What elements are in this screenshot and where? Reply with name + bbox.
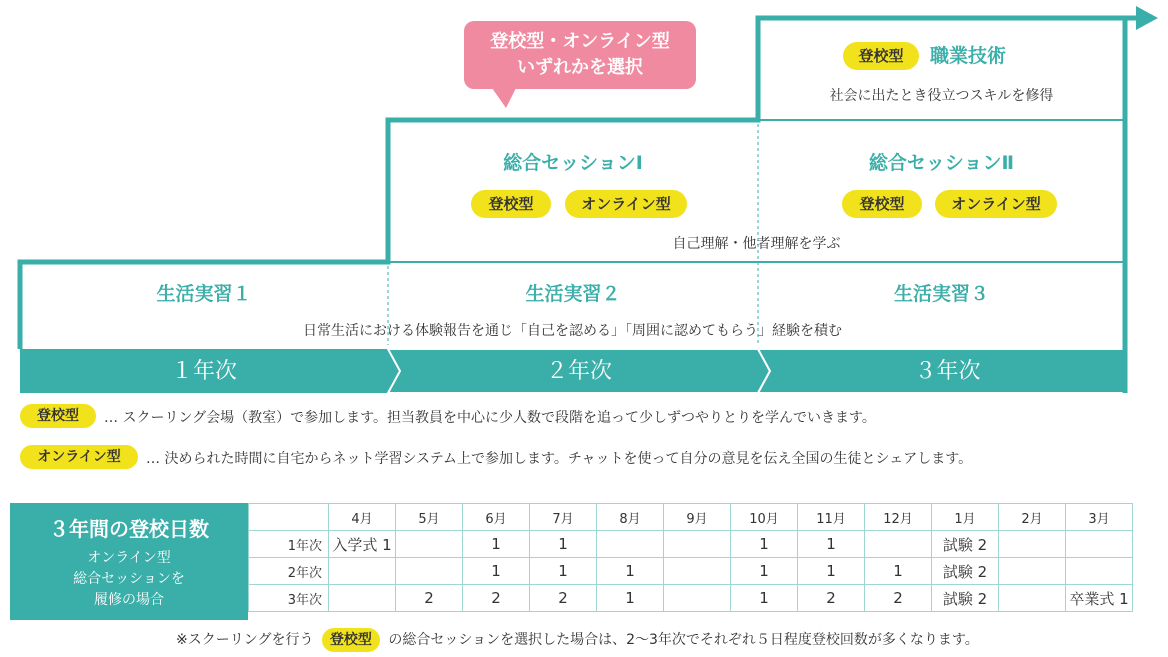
month-12: 12月: [865, 504, 932, 531]
footnote-badge: 登校型: [322, 628, 380, 652]
table-cell: 1: [463, 531, 530, 558]
month-5: 5月: [396, 504, 463, 531]
month-9: 9月: [664, 504, 731, 531]
table-cell: 1: [731, 558, 798, 585]
table-cell: [1066, 558, 1133, 585]
month-4: 4月: [329, 504, 396, 531]
legend-badge-online: オンライン型: [20, 445, 138, 469]
session2-badge-school: 登校型: [842, 190, 922, 218]
session2-title: 総合セッションⅡ: [868, 152, 1015, 174]
table-cell: [664, 585, 731, 612]
legend-text-school: … スクーリング会場（教室）で参加します。担当教員を中心に少人数で段階を追って少しずつやりとりを学んでいきます。: [104, 410, 876, 426]
practice2-title: 生活実習２: [525, 283, 621, 305]
month-8: 8月: [597, 504, 664, 531]
table-cell: [664, 531, 731, 558]
session2-badge-online: オンライン型: [935, 190, 1057, 218]
schedule-subtitle-1: オンライン型: [87, 550, 171, 566]
footnote: [176, 628, 979, 652]
table-cell: 2: [463, 585, 530, 612]
table-cell: [396, 558, 463, 585]
schedule-header: [10, 503, 248, 620]
session1-title: 総合セッションⅠ: [503, 152, 643, 174]
table-cell: [1066, 531, 1133, 558]
table-cell: 入学式 1: [329, 531, 396, 558]
arrow-head: [1136, 6, 1158, 30]
schedule-month-row: [249, 504, 1133, 531]
table-cell: [999, 531, 1066, 558]
table-cell: 2: [865, 585, 932, 612]
row-label-year2: 2年次: [249, 558, 329, 585]
top-course-title: 職業技術: [930, 45, 1007, 67]
session-desc: 自己理解・他者理解を学ぶ: [672, 236, 841, 252]
table-cell: 2: [396, 585, 463, 612]
bubble-text: [464, 29, 696, 81]
table-cell: [396, 531, 463, 558]
month-3: 3月: [1066, 504, 1133, 531]
year-label-1: １年次: [170, 359, 237, 384]
table-cell: 卒業式 1: [1066, 585, 1133, 612]
table-cell: 1: [530, 531, 597, 558]
top-course-badge: 登校型: [843, 42, 919, 70]
table-cell: 1: [597, 585, 664, 612]
table-cell: 1: [731, 531, 798, 558]
footnote-post: の総合セッションを選択した場合は、2〜3年次でそれぞれ５日程度登校回数が多くなります。: [388, 632, 979, 648]
table-cell: 試験 2: [932, 531, 999, 558]
month-2: 2月: [999, 504, 1066, 531]
table-cell: 1: [798, 558, 865, 585]
month-6: 6月: [463, 504, 530, 531]
year-label-3: ３年次: [914, 359, 981, 384]
top-course-desc: 社会に出たとき役立つスキルを修得: [829, 88, 1054, 104]
bubble-line2: いずれかを選択: [517, 57, 643, 78]
table-cell: 1: [798, 531, 865, 558]
table-row: [249, 585, 1133, 612]
table-cell: 1: [530, 558, 597, 585]
row-label-year3: 3年次: [249, 585, 329, 612]
bubble-line1: 登校型・オンライン型: [490, 31, 670, 52]
legend-text-online: … 決められた時間に自宅からネット学習システム上で参加します。チャットを使って自分の意見を伝え全国の生徒とシェアします。: [146, 451, 973, 467]
bubble-tail: [492, 88, 516, 108]
footnote-pre: ※スクーリングを行う: [176, 632, 314, 648]
session1-badge-online: オンライン型: [565, 190, 687, 218]
month-11: 11月: [798, 504, 865, 531]
month-7: 7月: [530, 504, 597, 531]
practice3-title: 生活実習３: [893, 283, 989, 305]
practice1-title: 生活実習１: [156, 283, 252, 305]
table-cell: [329, 558, 396, 585]
table-cell: 1: [865, 558, 932, 585]
schedule-table: [248, 503, 1133, 612]
table-cell: [597, 531, 664, 558]
table-cell: [865, 531, 932, 558]
row-label-year1: 1年次: [249, 531, 329, 558]
schedule-subtitle-2: 総合セッションを: [73, 571, 185, 587]
table-cell: 1: [597, 558, 664, 585]
table-cell: 1: [731, 585, 798, 612]
month-10: 10月: [731, 504, 798, 531]
table-cell: 2: [530, 585, 597, 612]
table-row: [249, 531, 1133, 558]
table-cell: [329, 585, 396, 612]
table-row: [249, 558, 1133, 585]
table-cell: 試験 2: [932, 585, 999, 612]
month-1: 1月: [932, 504, 999, 531]
practice-desc: 日常生活における体験報告を通じ「自己を認める」「周囲に認めてもらう」経験を積む: [303, 323, 842, 339]
table-cell: [999, 585, 1066, 612]
legend-badge-school: 登校型: [20, 404, 96, 428]
year-label-2: ２年次: [545, 359, 612, 384]
table-cell: 2: [798, 585, 865, 612]
schedule-subtitle-3: 履修の場合: [94, 592, 164, 608]
schedule-title: ３年間の登校日数: [49, 517, 209, 541]
table-cell: [664, 558, 731, 585]
table-cell: 1: [463, 558, 530, 585]
table-cell: 試験 2: [932, 558, 999, 585]
table-cell: [999, 558, 1066, 585]
session1-badge-school: 登校型: [471, 190, 551, 218]
